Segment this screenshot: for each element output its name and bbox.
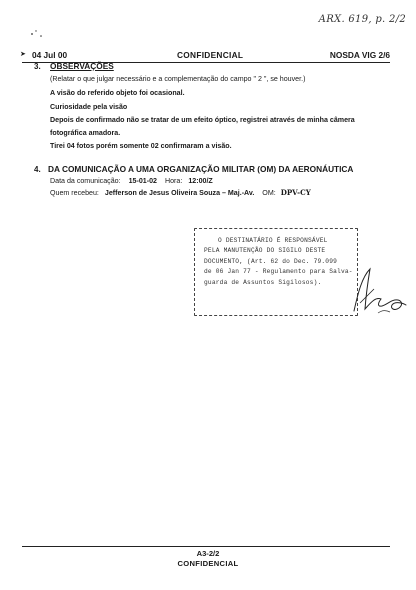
- section4-title: DA COMUNICAÇÃO A UMA ORGANIZAÇÃO MILITAR (OM) DA AERONÁUTICA: [48, 164, 354, 174]
- date-value: 15-01-02: [128, 177, 157, 185]
- confidentiality-stamp: [194, 228, 358, 316]
- section3-title: OBSERVAÇÕES: [50, 61, 114, 71]
- stamp-line: DOCUMENTO, (Art. 62 do Dec. 79.099: [204, 257, 338, 265]
- marker-arrow-icon: ➤: [20, 51, 26, 58]
- section3-instruction: (Relatar o que julgar necessário e a complementação do campo " 2 ", se houver.): [50, 75, 306, 83]
- receiver-value: Jefferson de Jesus Oliveira Souza – Maj.-Av.: [104, 189, 255, 197]
- section3-line: A visão do referido objeto foi ocasional.: [50, 89, 185, 97]
- handwritten-signature: [348, 263, 408, 317]
- section3-number: 3.: [34, 62, 41, 71]
- receiver-row: [50, 188, 311, 197]
- date-label: Data da comunicação:: [50, 177, 121, 185]
- archive-reference: ARX. 619, p. 2/2: [318, 14, 406, 25]
- hour-value: 12:00/Z: [188, 177, 213, 185]
- om-label: OM:: [262, 189, 276, 197]
- stamp-line: de 06 Jan 77 - Regulamento para Salva-: [204, 268, 353, 276]
- om-value: DPV-CY: [280, 188, 311, 197]
- header-classification: CONFIDENCIAL: [177, 50, 244, 60]
- section3-line: Curiosidade pela visão: [50, 103, 128, 111]
- scan-specks: [30, 28, 44, 38]
- stamp-line: guarda de Assuntos Sigilosos).: [204, 278, 322, 286]
- receiver-label: Quem recebeu:: [50, 189, 99, 197]
- communication-date-row: [50, 177, 213, 185]
- section3-line: Tirei 04 fotos porém somente 02 confirmaram a visão.: [50, 142, 232, 150]
- section3-line: fotográfica amadora.: [50, 129, 121, 137]
- header-date: 04 Jul 00: [32, 50, 68, 60]
- footer-page-number: A3-2/2: [196, 549, 220, 558]
- section3-line: Depois de confirmado não se tratar de um efeito óptico, registrei através de minha câmera: [50, 116, 355, 124]
- hour-label: Hora:: [164, 177, 183, 185]
- header-doc-reference: NOSDA VIG 2/6: [329, 50, 390, 60]
- stamp-line: PELA MANUTENÇÃO DO SIGILO DESTE: [204, 247, 326, 255]
- section4-number: 4.: [34, 165, 41, 174]
- footer-classification: CONFIDENCIAL: [177, 559, 239, 568]
- stamp-line: O DESTINATÁRIO É RESPONSÁVEL: [218, 237, 328, 244]
- footer-rule: [22, 546, 390, 547]
